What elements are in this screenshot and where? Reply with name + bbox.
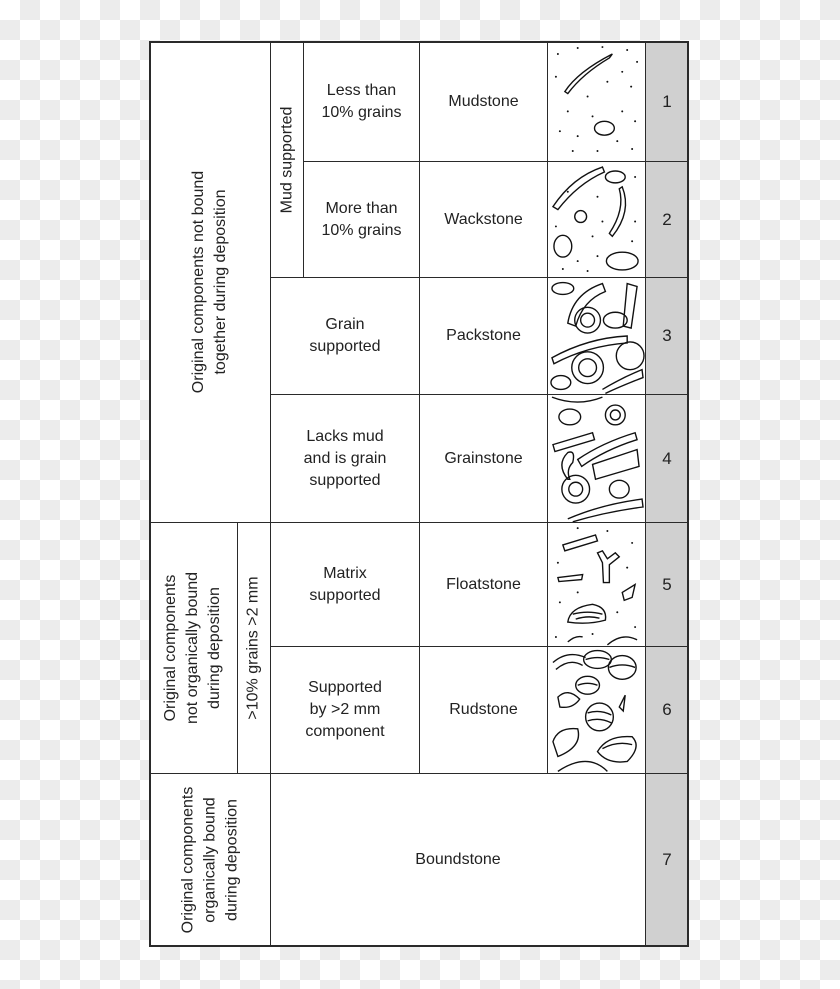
subgroup-mud-supported: Mud supported: [270, 41, 304, 278]
criteria-cell-5: Matrix supported: [270, 522, 420, 647]
section-label-not-organically-bound: Original components not organically bound during deposition: [149, 522, 238, 774]
rock-name-packstone: Packstone: [419, 277, 548, 395]
criteria-cell-2: More than 10% grains: [303, 161, 420, 278]
mudstone-texture-icon: [548, 42, 645, 161]
rock-name-wackstone: Wackstone: [419, 161, 548, 278]
packstone-texture-icon: [548, 278, 645, 394]
rock-name-boundstone: Boundstone: [270, 773, 646, 947]
illustration-grainstone: [547, 394, 646, 523]
illustration-mudstone: [547, 41, 646, 162]
row-number-1: 1: [645, 41, 689, 162]
criteria-cell-3: Grain supported: [270, 277, 420, 395]
row-number-2: 2: [645, 161, 689, 278]
section-label-not-bound: Original components not bound together during deposition: [149, 41, 271, 523]
row-number-6: 6: [645, 646, 689, 774]
illustration-floatstone: [547, 522, 646, 647]
illustration-wackstone: [547, 161, 646, 278]
rock-name-grainstone: Grainstone: [419, 394, 548, 523]
classification-table: [149, 41, 689, 947]
subgroup-grains-2mm: >10% grains >2 mm: [237, 522, 271, 774]
criteria-cell-6: Supported by >2 mm component: [270, 646, 420, 774]
rock-name-mudstone: Mudstone: [419, 41, 548, 162]
grainstone-texture-icon: [548, 395, 645, 522]
rock-name-rudstone: Rudstone: [419, 646, 548, 774]
rock-name-floatstone: Floatstone: [419, 522, 548, 647]
wackstone-texture-icon: [548, 162, 645, 277]
illustration-packstone: [547, 277, 646, 395]
row-number-5: 5: [645, 522, 689, 647]
criteria-cell-4: Lacks mud and is grain supported: [270, 394, 420, 523]
floatstone-texture-icon: [548, 523, 645, 646]
criteria-cell-1: Less than 10% grains: [303, 41, 420, 162]
section-label-organically-bound: Original components organically bound during deposition: [149, 773, 271, 947]
row-number-7: 7: [645, 773, 689, 947]
rudstone-texture-icon: [548, 647, 645, 773]
illustration-rudstone: [547, 646, 646, 774]
row-number-3: 3: [645, 277, 689, 395]
row-number-4: 4: [645, 394, 689, 523]
